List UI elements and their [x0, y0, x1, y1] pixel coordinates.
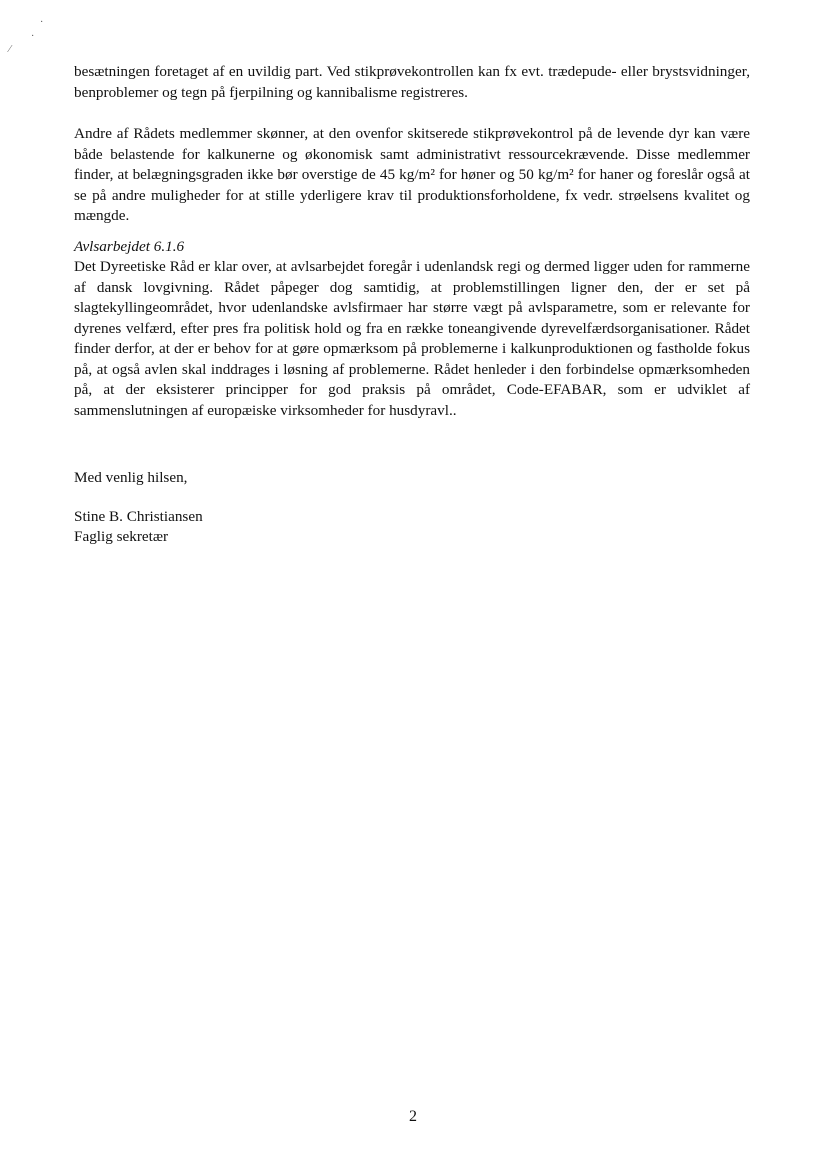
scan-speck: · — [40, 17, 44, 28]
paragraph-stocking-density: Andre af Rådets medlemmer skønner, at den ovenfor skitserede stikprøvekontrol på de levende dyr kan være både belastende for kalkunerne og økonomisk samt administrativt ressourcekrævende. Disse medlemmer finder, at belægningsgraden ikke bør overstige de 45 kg/m² for høner og 50 kg/m² for haner og foreslår også at se på andre muligheder for at stille yderligere krav til produktionsforholdene, fx vedr. strøelsens kvalitet og mængde. — [74, 125, 750, 224]
closing-greeting: Med venlig hilsen, — [74, 469, 188, 486]
paragraph-inspection: besætningen foretaget af en uvildig part. Ved stikprøvekontrollen kan fx evt. trædepude- eller brystsvidninger, benproblemer og tegn på fjerpilning og kannibalisme registreres. — [74, 63, 750, 101]
scan-speck: · — [31, 31, 35, 42]
page-number: 2 — [409, 1108, 417, 1125]
signature-title: Faglig sekretær — [74, 528, 169, 545]
signature-name: Stine B. Christiansen — [74, 508, 203, 525]
scan-speck: ⁄ — [9, 44, 11, 55]
section-heading: Avlsarbejdet 6.1.6 — [74, 238, 185, 255]
paragraph-breeding: Det Dyreetiske Råd er klar over, at avlsarbejdet foregår i udenlandsk regi og dermed ligger uden for rammerne af dansk lovgivning. Rådet påpeger dog samtidig, at problemstillingen ligner den, der er set på slagtekyllingeområdet, hvor udenlandske avlsfirmaer har større vægt på avlsparametre, som er relevante for dyrenes velfærd, efter pres fra politisk hold og fra en række toneangivende dyrevelfærdsorganisationer. Rådet finder derfor, at der er behov for at gøre opmærksom på problemerne i kalkunproduktionen og fastholde fokus på, at også avlen skal inddrages i løsning af problemerne. Rådet henleder i den forbindelse opmærksomheden på, at der eksisterer principper for god praksis på området, Code-EFABAR, som er udviklet af sammenslutningen af europæiske virksomheder for husdyravl.. — [74, 258, 750, 419]
